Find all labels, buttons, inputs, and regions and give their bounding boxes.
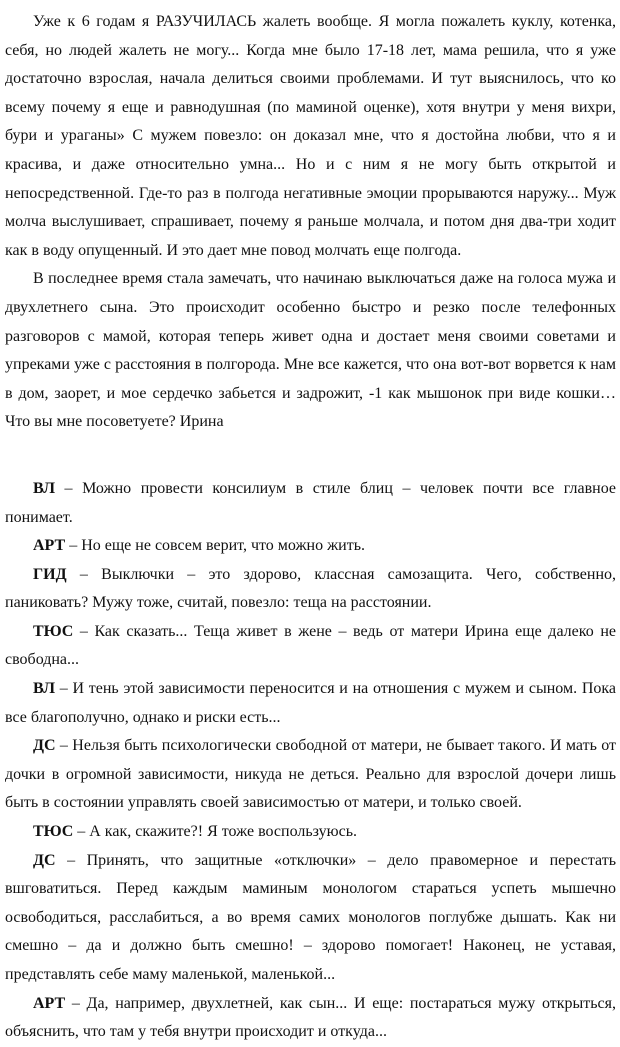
speaker-label: АРТ: [33, 537, 66, 555]
reply-text: – Выключки – это здорово, классная самозащита. Чего, собственно, паниковать? Мужу тоже, считай, повезло: теща на расстоянии.: [5, 565, 616, 612]
speaker-label: ВЛ: [33, 479, 55, 497]
speaker-label: ТЮС: [33, 823, 74, 841]
section-gap: [5, 437, 616, 475]
reply-text: – Да, например, двухлетней, как сын... И еще: постараться мужу открыться, объяснить, что там у тебя внутри происходит и откуда...: [5, 994, 616, 1041]
reply-text: – Но еще не совсем верит, что можно жить.: [65, 537, 366, 555]
speaker-label: ТЮС: [33, 622, 74, 640]
reply-paragraph: [5, 618, 616, 675]
reply-text: – Можно провести консилиум в стиле блиц – человек почти все главное понимает.: [5, 479, 616, 526]
speaker-label: АРТ: [33, 994, 66, 1012]
reply-text: – Как сказать... Теща живет в жене – ведь от матери Ирина еще далеко не свободна...: [5, 622, 616, 669]
reply-text: – Нельзя быть психологически свободной от матери, не бывает такого. И мать от дочки в огромной зависимости, никуда не деться. Реально для взрослой дочери лишь быть в состоянии управлять своей зависимостью от матери, и только своей.: [5, 737, 616, 812]
speaker-label: ДС: [33, 737, 56, 755]
reply-paragraph: [5, 675, 616, 732]
reply-paragraph: [5, 561, 616, 618]
reply-text: – А как, скажите?! Я тоже воспользуюсь.: [73, 823, 357, 841]
reply-paragraph: [5, 990, 616, 1047]
reply-paragraph: [5, 847, 616, 990]
letter-paragraph-2: В последнее время стала замечать, что начинаю выключаться даже на голоса мужа и двухлетнего сына. Это происходит особенно быстро и резко после телефонных разговоров с мамой, которая теперь живет одна и достает меня своими советами и упреками уже с расстояния в полгорода. Мне все кажется, что она вот-вот ворвется к нам в дом, заорет, и мое сердечко забьется и задрожит, -1 как мышонок при виде кошки… Что вы мне посоветуете? Ирина: [5, 270, 616, 431]
letter-paragraph-1: Уже к 6 годам я РАЗУЧИЛАСЬ жалеть вообще. Я могла пожалеть куклу, котенка, себя, но людей жалеть не могу... Когда мне было 17-18 лет, мама решила, что я уже достаточно взрослая, начала делиться своими проблемами. И тут выяснилось, что ко всему почему я еще и равнодушная (по маминой оценке), хотя внутри у меня вихри, бури и ураганы» С мужем повезло: он доказал мне, что я достойна любви, что я и красива, и даже относительно умна... Но и с ним я не могу быть открытой и непосредственной. Где-то раз в полгода негативные эмоции прорываются наружу... Муж молча выслушивает, спрашивает, почему я раньше молчала, и потом дня два-три ходит как в воду опущенный. И это дает мне повод молчать еще полгода.: [5, 13, 616, 259]
reply-paragraph: [5, 475, 616, 532]
reply-paragraph: [5, 532, 616, 561]
reply-text: – Принять, что защитные «отключки» – дело правомерное и перестать вшговатиться. Перед каждым маминым монологом стараться успеть мышечно освободиться, расслабиться, а во время самих монологов поглубже дышать. Как ни смешно – да и должно быть смешно! – здорово помогает! Наконец, не уставая, представлять себе маму маленькой, маленькой...: [5, 851, 616, 983]
reply-paragraph: [5, 732, 616, 818]
speaker-label: ГИД: [33, 565, 67, 583]
speaker-label: ВЛ: [33, 680, 55, 698]
reply-text: – И тень этой зависимости переносится и на отношения с мужем и сыном. Пока все благополучно, однако и риски есть...: [5, 680, 616, 726]
reply-paragraph: [5, 818, 616, 847]
speaker-label: ДС: [33, 851, 56, 869]
